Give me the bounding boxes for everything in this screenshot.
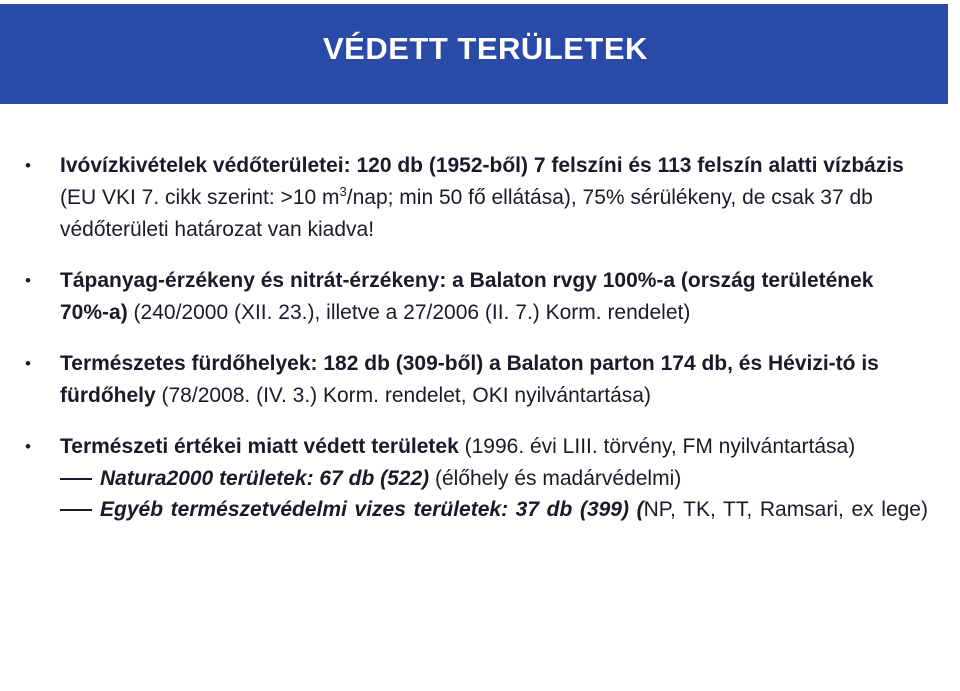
bullet-normal-text: (EU VKI 7. cikk szerint: >10 m (60, 186, 340, 209)
bullet-bold-text: Tápanyag-érzékeny és nitrát-érzékeny: a Balaton rvgy 100%-a (ország területének 70%-a) (60, 269, 874, 324)
bullet-bold-text: Természeti értékei miatt védett területek (60, 435, 459, 458)
bullet-icon: • (25, 354, 31, 373)
subitem-natura2000 (22, 463, 928, 494)
bullet-item-bathing-sites (22, 348, 928, 412)
bullet-normal-text: (240/2000 (XII. 23.), illetve a 27/2006 (II. 7.) Korm. rendelet) (127, 301, 691, 324)
bullet-normal-text: (78/2008. (IV. 3.) Korm. rendelet, OKI nyilvántartása) (155, 384, 651, 407)
slide-content (22, 150, 928, 525)
bullet-normal-text: (1996. évi LIII. törvény, FM nyilvántartása) (458, 435, 856, 458)
bullet-icon: • (25, 437, 31, 456)
bullet-bold-text: Ivóvízkivételek védőterületei: 120 db (1952-ből) 7 felszíni és 113 felszín alatti vízbázis (60, 154, 904, 177)
bullet-icon: • (25, 271, 31, 290)
bullet-item-protected-areas (22, 431, 928, 463)
dash-icon (60, 478, 92, 480)
subitem-bold-italic-text: Natura2000 területek: 67 db (522) (100, 467, 430, 490)
dash-icon (60, 509, 92, 511)
slide-title: VÉDETT TERÜLETEK (323, 31, 648, 66)
superscript: 3 (339, 184, 347, 199)
bullet-bold-text: Természetes fürdőhelyek: 182 db (309-ből) a Balaton parton 174 db, és Hévizi-tó is fürdőhely (60, 352, 879, 407)
bullet-item-drinking-water (22, 150, 928, 246)
subitem-normal-text: (élőhely és madárvédelmi) (429, 467, 682, 490)
bullet-item-nutrient-sensitive (22, 265, 928, 329)
subitem-normal-text: NP, TK, TT, Ramsari, ex lege) (643, 498, 928, 521)
bullet-normal-text-cont: /nap; min 50 fő ellátása), 75% sérülékeny, de csak 37 db védőterületi határozat van kiadva! (60, 186, 873, 241)
subitem-other-wetlands (22, 494, 928, 525)
subitem-bold-italic-text: Egyéb természetvédelmi vizes területek: 37 db (399) ( (100, 498, 644, 521)
bullet-icon: • (25, 156, 31, 175)
